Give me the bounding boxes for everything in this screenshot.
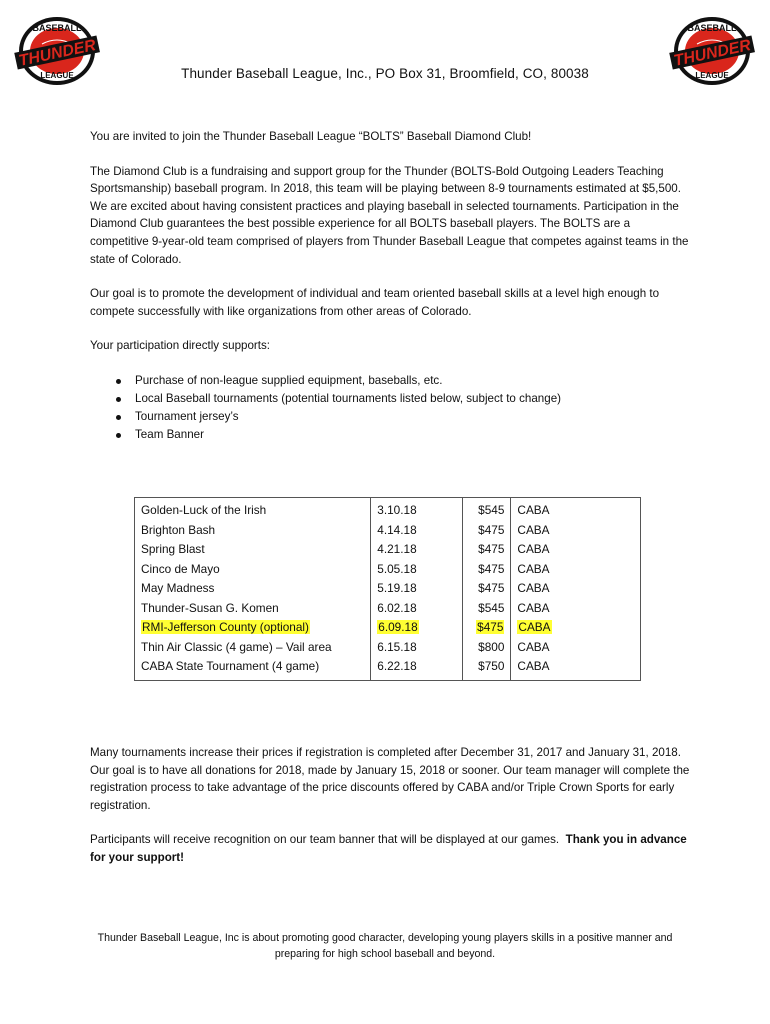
tournament-org: CABA <box>511 599 641 619</box>
invite-line: You are invited to join the Thunder Baseball League “BOLTS” Baseball Diamond Club! <box>90 130 532 143</box>
tournament-price: $475 <box>462 560 511 580</box>
tournament-org: CABA <box>511 540 641 560</box>
logo-text-league: LEAGUE <box>695 71 729 80</box>
tournament-name: CABA State Tournament (4 game) <box>135 657 371 680</box>
table-row <box>135 560 641 580</box>
tournament-price: $475 <box>462 579 511 599</box>
tournament-org: CABA <box>511 521 641 541</box>
table-row <box>135 540 641 560</box>
list-item: Local Baseball tournaments (potential tournaments listed below, subject to change) <box>113 390 690 408</box>
tournament-date: 6.02.18 <box>371 599 462 619</box>
closing-section <box>90 744 690 884</box>
tournament-name: RMI-Jefferson County (optional) <box>142 620 309 634</box>
tournament-price: $475 <box>462 540 511 560</box>
tournament-date: 6.15.18 <box>371 638 462 658</box>
tournament-price: $545 <box>462 498 511 521</box>
footer-mission: Thunder Baseball League, Inc is about promoting good character, developing young players skills in a positive manner and preparing for high school baseball and beyond. <box>97 932 673 960</box>
tournament-org: CABA <box>511 657 641 680</box>
tournament-price: $475 <box>462 521 511 541</box>
thank-you-text: Thank you in advance for your support! <box>90 833 687 864</box>
tournament-price: $475 <box>477 620 504 634</box>
list-item: Purchase of non-league supplied equipment, baseballs, etc. <box>113 372 690 390</box>
tournament-org: CABA <box>511 638 641 658</box>
table-row <box>135 498 641 521</box>
recognition-paragraph <box>90 831 690 866</box>
tournament-date: 5.05.18 <box>371 560 462 580</box>
table-row <box>135 579 641 599</box>
tournament-table <box>134 497 641 681</box>
tournament-date: 3.10.18 <box>371 498 462 521</box>
tournament-date: 4.21.18 <box>371 540 462 560</box>
tournament-name: Golden-Luck of the Irish <box>135 498 371 521</box>
tournament-date: 5.19.18 <box>371 579 462 599</box>
tournament-name: May Madness <box>135 579 371 599</box>
list-item: Team Banner <box>113 426 690 444</box>
pricing-note: Many tournaments increase their prices if registration is completed after December 31, 2017 and January 31, 2018. Our goal is to have all donations for 2018, made by January 15, 2018 or sooner. Our team manager will complete the registration process to take advantage of the price discounts offered by CABA and/or Triple Crown Sports for early registration. <box>90 746 690 812</box>
recognition-text: Participants will receive recognition on our team banner that will be displayed at our games. <box>90 833 560 847</box>
tournament-name: Thunder-Susan G. Komen <box>135 599 371 619</box>
table-row-highlighted <box>135 618 641 638</box>
tournament-price: $800 <box>462 638 511 658</box>
tournament-org: CABA <box>518 620 551 634</box>
tournament-date: 6.09.18 <box>378 620 418 634</box>
supports-intro: Your participation directly supports: <box>90 339 271 353</box>
goal-paragraph: Our goal is to promote the development of individual and team oriented baseball skills at a level high enough to compete successfully with like organizations from other areas of Colorado. <box>90 287 660 318</box>
logo-text-baseball: BASEBALL <box>32 23 82 33</box>
tournament-date: 4.14.18 <box>371 521 462 541</box>
table-row <box>135 657 641 680</box>
diamond-club-paragraph: The Diamond Club is a fundraising and support group for the Thunder (BOLTS-Bold Outgoing Leaders Teaching Sportsmanship) baseball program. In 2018, this team will be playing between 8-9 tournaments estimated at $5,500. We are excited about having consistent practices and playing baseball in selected tournaments. Participation in the Diamond Club guarantees the best possible experience for all BOLTS baseball players. The BOLTS are a competitive 9-year-old team comprised of players from Thunder Baseball League that competes against teams in the state of Colorado. <box>90 164 689 266</box>
logo-text-league: LEAGUE <box>40 71 74 80</box>
table-row <box>135 599 641 619</box>
header-address: Thunder Baseball League, Inc., PO Box 31, Broomfield, CO, 80038 <box>181 66 589 81</box>
tournament-name: Spring Blast <box>135 540 371 560</box>
logo-text-thunder: THUNDER <box>17 37 98 70</box>
tournament-price: $545 <box>462 599 511 619</box>
tournament-date: 6.22.18 <box>371 657 462 680</box>
tournament-name: Thin Air Classic (4 game) – Vail area <box>135 638 371 658</box>
tournament-org: CABA <box>511 560 641 580</box>
table-row <box>135 521 641 541</box>
list-item: Tournament jersey’s <box>113 408 690 426</box>
tournament-name: Cinco de Mayo <box>135 560 371 580</box>
table-row <box>135 638 641 658</box>
tournament-org: CABA <box>511 498 641 521</box>
letter-body <box>90 128 690 444</box>
logo-text-baseball: BASEBALL <box>687 23 737 33</box>
tournament-price: $750 <box>462 657 511 680</box>
tournament-org: CABA <box>511 579 641 599</box>
logo-text-thunder: THUNDER <box>672 37 753 70</box>
tournament-name: Brighton Bash <box>135 521 371 541</box>
supports-list <box>90 372 690 444</box>
